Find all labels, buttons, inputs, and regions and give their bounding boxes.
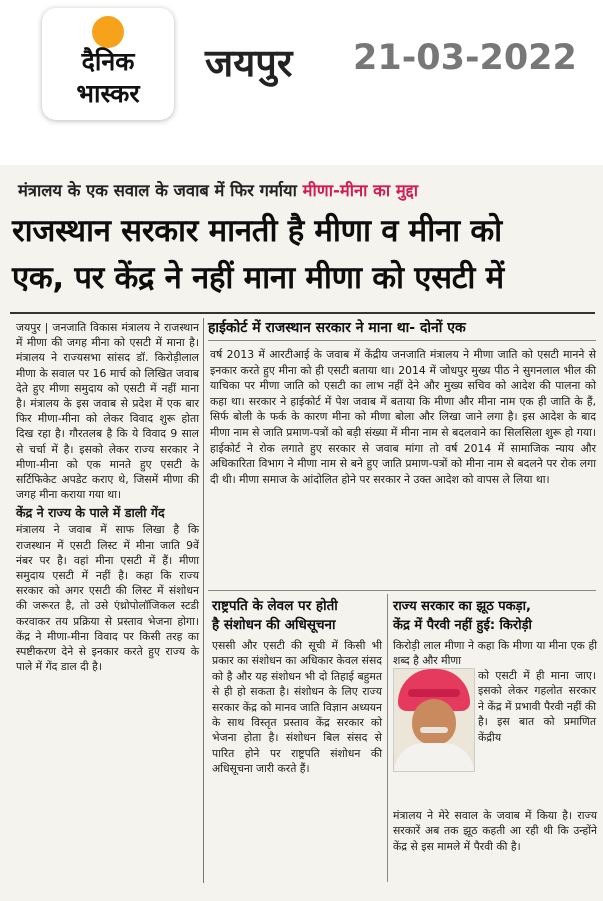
headline-line-2: एक, पर केंद्र ने नहीं माना मीणा को एसटी में	[12, 260, 504, 296]
left-subhead: केंद्र ने राज्य के पाले में डाली गेंद	[16, 505, 165, 521]
kirodi-heading	[393, 597, 598, 635]
left-para-2: मंत्रालय ने जवाब में साफ लिखा है कि राजस्थान में एसटी लिस्ट में मीना जाति 9वें नंबर पर है। वहां मीना एसटी में हैं। मीणा समुदाय एसटी में नहीं है। कहा कि राज्य सरकार को अगर एसटी की लिस्ट में संशोधन की जरूरत है, तो उसे एंथ्रोपोलॉजिकल स्टडी करवाकर तय प्रक्रिया से प्रस्ताव भेजना होगा। केंद्र ने मीणा-मीना विवाद पर किसी तरह का स्पष्टीकरण देने से इनकार करते हुए राज्य के पाले में गेंद डाल दी है।	[16, 523, 199, 674]
kicker-text: मंत्रालय के एक सवाल के जवाब में फिर गर्माया	[18, 181, 303, 200]
president-heading	[212, 597, 384, 635]
sun-icon	[92, 16, 124, 48]
kirodi-body-side: को एसटी में ही माना जाए। इसको लेकर गहलोत सरकार ने केंद्र में प्रभावी पैरवी नहीं की है। इस बात को प्रमाणित केंद्रीय	[478, 669, 596, 744]
column-divider	[203, 318, 204, 883]
headline-line-1: राजस्थान सरकार मानती है मीणा व मीना को	[12, 213, 502, 249]
edition-date: 21-03-2022	[353, 38, 577, 78]
highcourt-box-heading: हाईकोर्ट में राजस्थान सरकार ने माना था- दोनों एक	[208, 318, 596, 341]
left-para-1: जयपुर | जनजाति विकास मंत्रालय ने राजस्थान में मीणा की जगह मीना को एसटी में माना है। मंत्रालय ने राज्यसभा सांसद डॉ. किरोड़ीलाल मीणा के सवाल पर 16 मार्च को लिखित जवाब देते हुए मीणा समुदाय को एसटी में नहीं माना है। मंत्रालय के इस जवाब से प्रदेश में एक बार फिर मीणा-मीना को लेकर विवाद शुरू होता दिख रहा है। गौरतलब है कि ये विवाद 9 साल से चर्चा में है। इसको लेकर राज्य सरकार ने मीणा-मीना को एक मानते हुए एसटी के सर्टिफिकेट अपडेट कराए थे, जिसमें मीणा की जगह मीना कराया गया था।	[16, 321, 199, 502]
edition-city: जयपुर	[205, 41, 293, 85]
app-header	[0, 0, 603, 130]
turban-fold-shape	[408, 689, 460, 697]
dainik-bhaskar-logo	[42, 8, 174, 120]
headline-divider	[10, 312, 595, 314]
section-divider	[208, 590, 596, 591]
kirodi-body-bottom: मंत्रालय ने मेरे सवाल के जवाब में किया है। राज्य सरकारें अब तक झूठ कहती आ रही थी कि उन्होंने केंद्र से इस मामले में पैरवी की है।	[393, 809, 597, 853]
logo-line-1: दैनिक	[81, 47, 135, 76]
kirodi-heading-line-2: केंद्र में पैरवी नहीं हुई: किरोड़ी	[393, 618, 532, 633]
column-divider-2	[387, 594, 388, 882]
main-headline	[12, 208, 597, 302]
highcourt-box-body: वर्ष 2013 में आरटीआई के जवाब में केंद्रीय जनजाति मंत्रालय ने मीणा जाति को एसटी मानने से इनकार करते हुए मीना को ही एसटी बताया था। 2014 में जोधपुर मुख्य पीठ ने सुगनलाल भील की याचिका पर मीणा जाति को एसटी का लाभ नहीं देने और मुख्य सचिव को आदेश की पालना को कहा था। सरकार ने हाईकोर्ट में पेश जवाब में बताया कि मीणा और मीना नाम एक ही जाति के हैं, सिर्फ बोली के फर्क के कारण मीना को मीणा बोला और लिखा जाने लगा है। इस आदेश के बाद मीणा नाम से जाति प्रमाण-पत्रों को बड़ी संख्या में मीना नाम से बदलवाने का सिलसिला शुरू हो गया। हाईकोर्ट ने रोक लगाते हुए सरकार से जवाब मांगा तो वर्ष 2014 में सामाजिक न्याय और अधिकारिता विभाग ने मीणा नाम से बने हुए जाति प्रमाण-पत्रों को मीना नाम से बदलने पर रोक लगा दी थी। मीणा समाज के आंदोलित होने पर सरकार ने उक्त आदेश को वापस ले लिया था।	[210, 348, 596, 486]
left-column	[16, 320, 199, 674]
mustache-shape	[420, 727, 448, 733]
logo-line-2: भास्कर	[76, 79, 140, 108]
face-shape	[412, 699, 456, 745]
president-heading-line-1: राष्ट्रपति के लेवल पर होती	[212, 598, 338, 614]
president-heading-line-2: है संशोधन की अधिसूचना	[212, 617, 336, 633]
kirodi-lal-meena-photo	[393, 668, 475, 772]
kirodi-heading-line-1: राज्य सरकार का झूठ पकड़ा,	[393, 599, 531, 614]
kicker-line	[18, 180, 598, 202]
kirodi-body-top: किरोड़ी लाल मीणा ने कहा कि मीणा या मीना एक ही शब्द है और मीणा	[393, 639, 597, 668]
kicker-highlight: मीणा-मीना का मुद्दा	[302, 181, 418, 200]
president-body: एससी और एसटी की सूची में किसी भी प्रकार का संशोधन का अधिकार केवल संसद को है और यह संशोधन भी दो तिहाई बहुमत से ही हो सकता है। संशोधन के लिए राज्य सरकार केंद्र को मानव जाति विज्ञान अध्ययन के साथ विस्तृत प्रस्ताव केंद्र सरकार को भेजना होता है। संशोधन बिल संसद से पारित होने पर राष्ट्रपति संशोधन की अधिसूचना जारी करते हैं।	[212, 639, 382, 776]
shirt-shape	[394, 743, 474, 772]
